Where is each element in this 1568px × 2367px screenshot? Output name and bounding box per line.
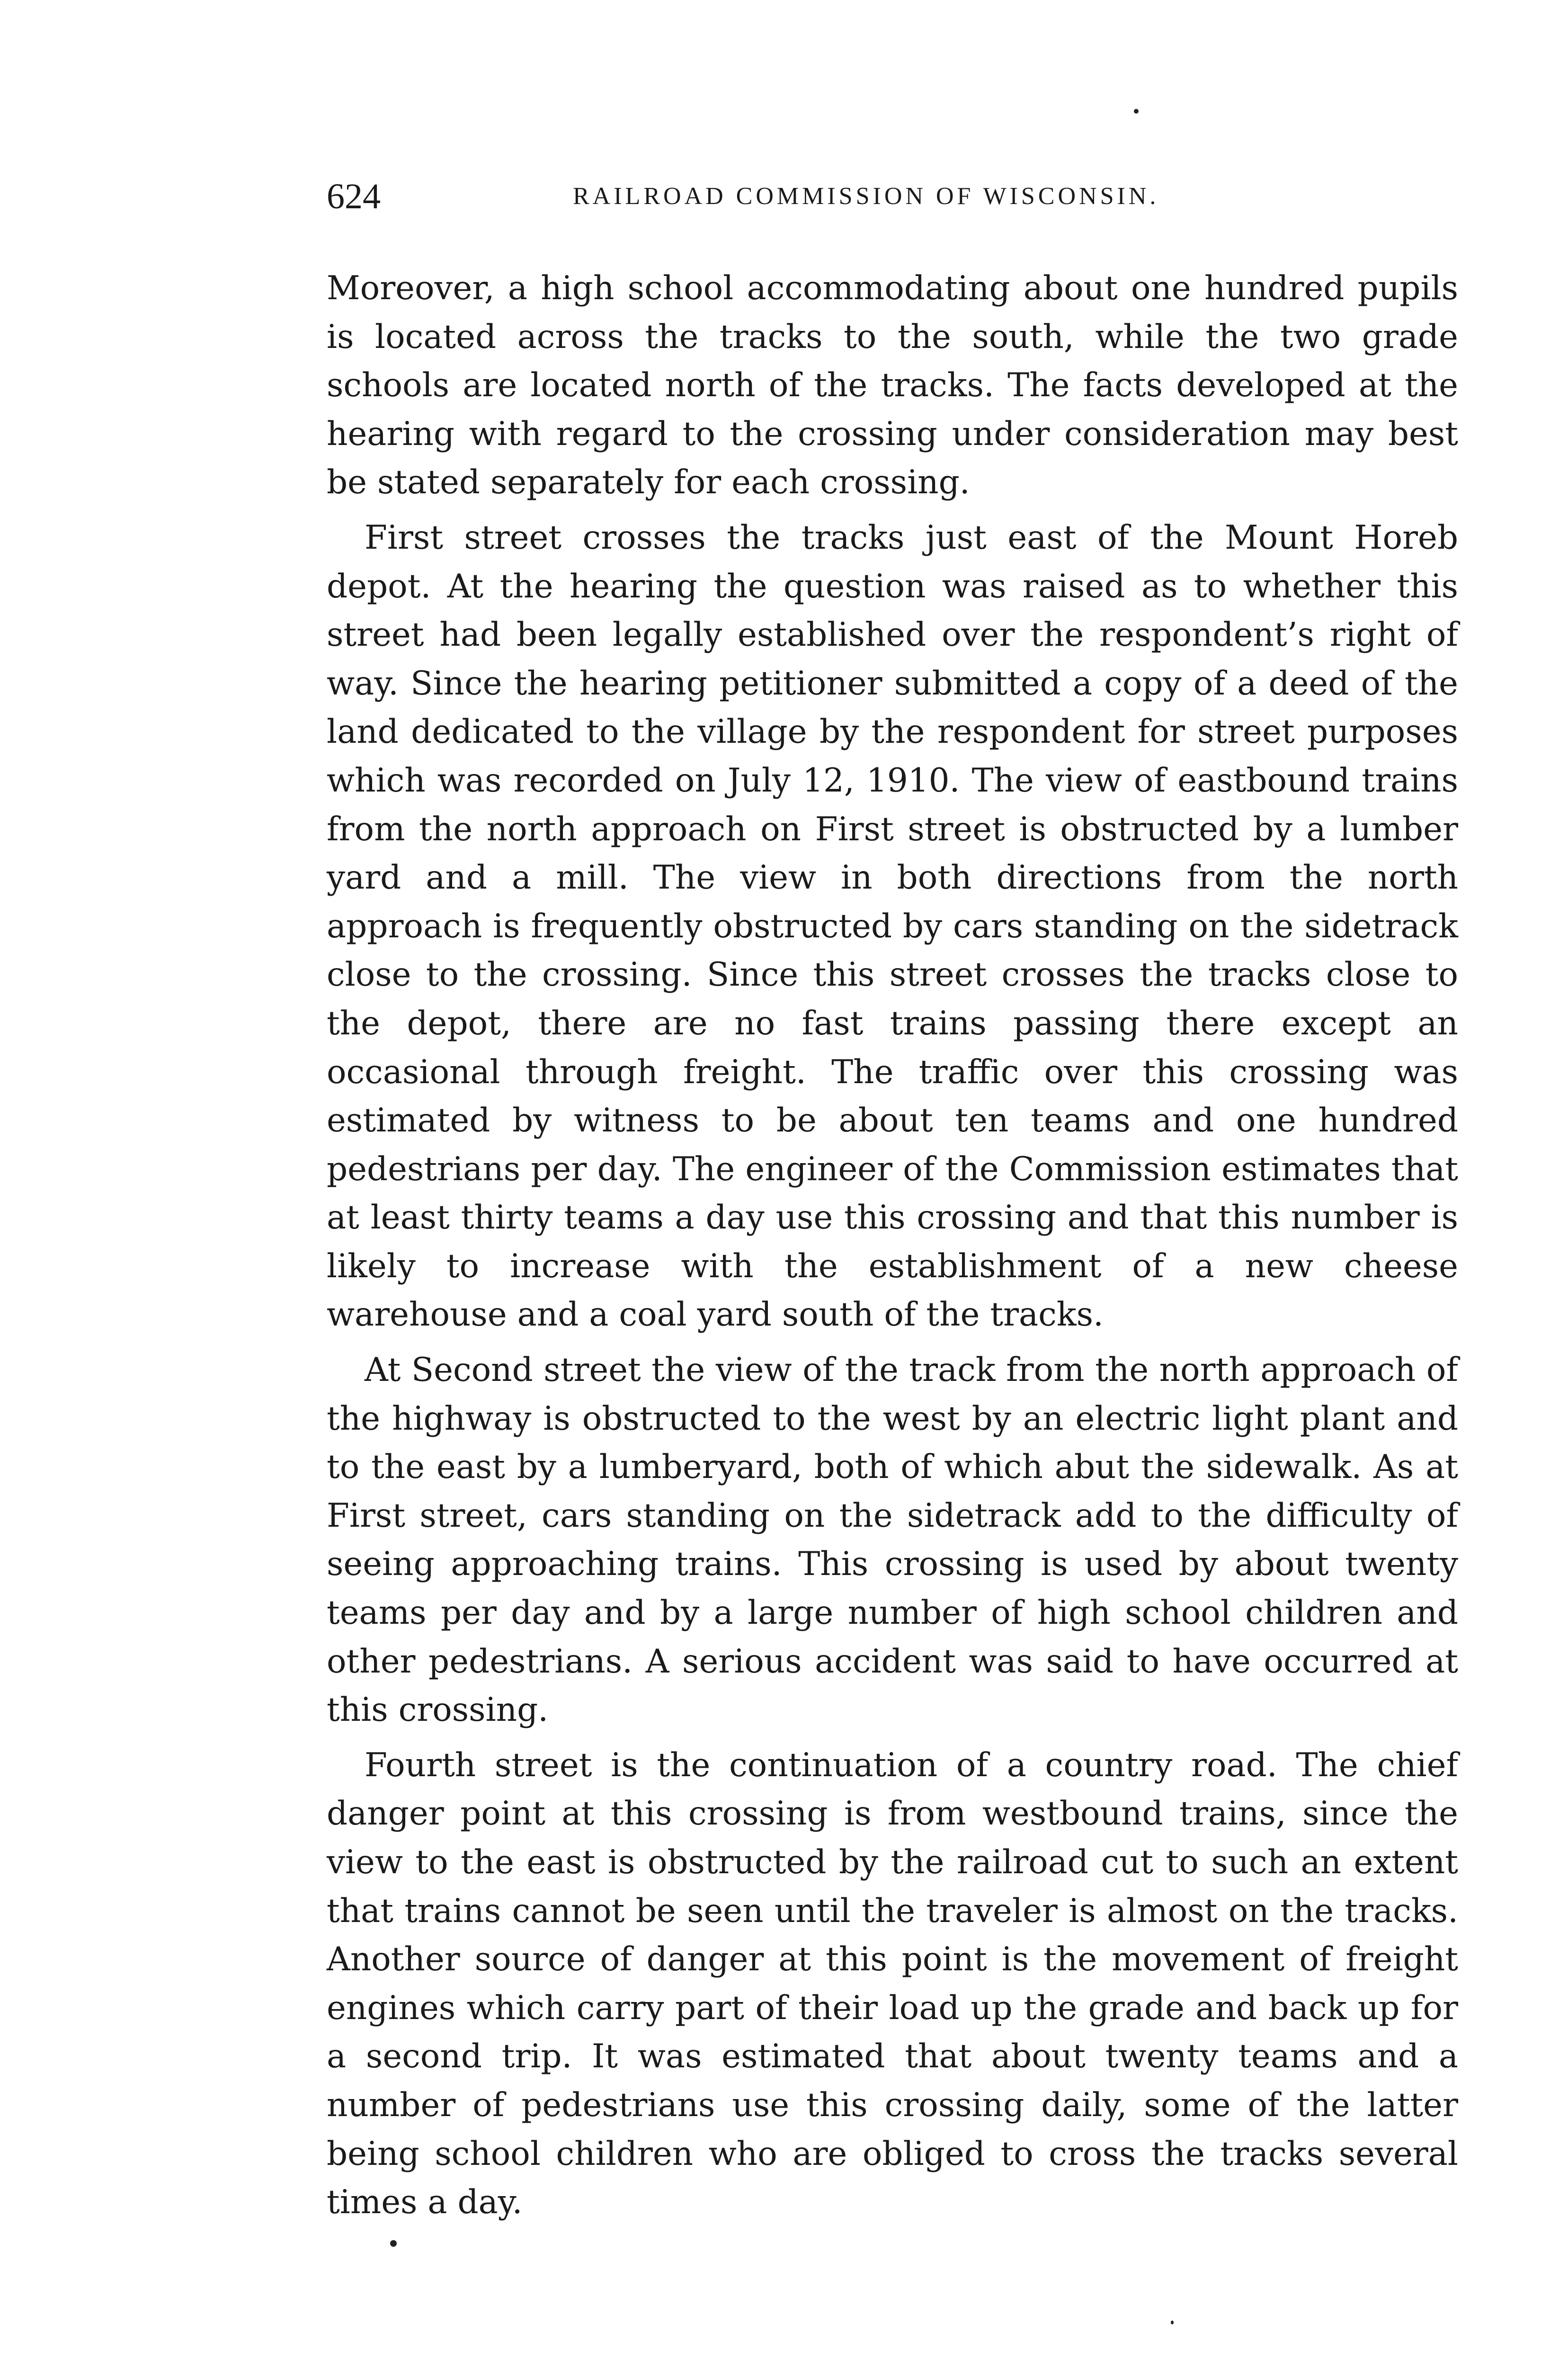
body-text — [327, 264, 1458, 2227]
paragraph-continuation: Moreover, a high school accommodating about one hundred pupils is located across the tracks to the south, while the two grade schools are located north of the tracks. The facts developed at the hearing with regard to the crossing under consideration may best be stated separately for each crossing. — [327, 269, 1458, 502]
page-header — [327, 170, 1458, 222]
running-head: RAILROAD COMMISSION OF WISCONSIN. — [573, 183, 1159, 210]
scan-speck — [390, 2240, 397, 2247]
page-number: 624 — [327, 177, 381, 216]
paragraph-first-street: First street crosses the tracks just east of the Mount Horeb depot. At the hearing the question was raised as to whether this street had been legally established over the respondent’s right of way. Since the hearing petitioner submitted a copy of a deed of the land dedicated to the village by the respondent for street purposes which was recorded on July 12, 1910. The view of eastbound trains from the north approach on First street is obstructed by a lumber yard and a mill. The view in both directions from the north approach is frequently obstructed by cars standing on the sidetrack close to the crossing. Since this street crosses the tracks close to the depot, there are no fast trains passing there except an occasional through freight. The traffic over this crossing was estimated by witness to be about ten teams and one hundred pedestrians per day. The engineer of the Commission estimates that at least thirty teams a day use this crossing and that this number is likely to increase with the establishment of a new cheese warehouse and a coal yard south of the tracks. — [327, 518, 1458, 1334]
scan-speck — [1171, 2321, 1174, 2324]
paragraph-fourth-street: Fourth street is the continuation of a country road. The chief danger point at this crossing is from westbound trains, since the view to the east is obstructed by the railroad cut to such an extent that trains cannot be seen until the traveler is almost on the tracks. Another source of danger at this point is the movement of freight engines which carry part of their load up the grade and back up for a second trip. It was estimated that about twenty teams and a number of pedestrians use this crossing daily, some of the latter being school children who are obliged to cross the tracks several times a day. — [327, 1746, 1458, 2222]
scan-speck — [1134, 109, 1139, 114]
paragraph-second-street: At Second street the view of the track from the north approach of the highway is obstructed to the west by an electric light plant and to the east by a lumberyard, both of which abut the sidewalk. As at First street, cars standing on the sidetrack add to the difficulty of seeing approaching trains. This crossing is used by about twenty teams per day and by a large number of high school children and other pedestrians. A serious accident was said to have occurred at this crossing. — [327, 1351, 1458, 1729]
